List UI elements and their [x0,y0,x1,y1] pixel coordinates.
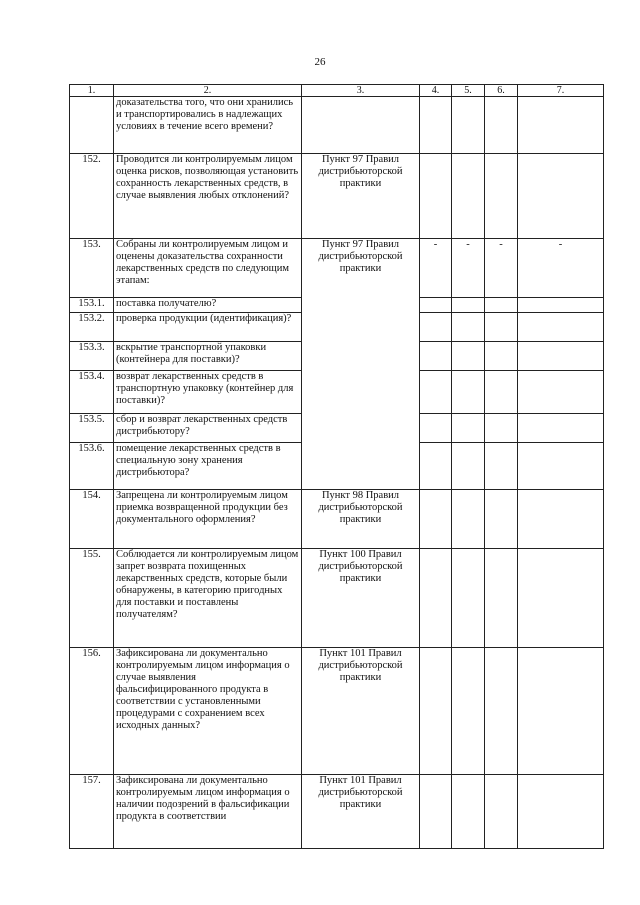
row-number: 153.6. [70,443,114,490]
question-cell: возврат лекарственных средств в транспортную упаковку (контейнер для поставки)? [114,371,302,414]
header-cell-1: 1. [70,85,114,97]
row-number [70,97,114,154]
header-cell-6: 6. [485,85,518,97]
header-cell-5: 5. [452,85,485,97]
row-number: 153.4. [70,371,114,414]
reference-cell [302,97,420,154]
row-number: 153.5. [70,414,114,443]
question-cell: Зафиксирована ли документально контролируемым лицом информация о наличии подозрений в фальсификации продукта в соответствии [114,775,302,849]
mark-cell: - [485,239,518,298]
reference-cell: Пункт 101 Правил дистрибьюторской практики [302,775,420,849]
header-row [70,85,604,97]
question-cell: вскрытие транспортной упаковки (контейнера для поставки)? [114,342,302,371]
question-cell: Проводится ли контролируемым лицом оценка рисков, позволяющая установить сохранность лекарственных средств, в случае выявления любых отклонений? [114,154,302,239]
row-number: 156. [70,648,114,775]
question-cell: доказательства того, что они хранились и транспортировались в надлежащих условиях в течение всего времени? [114,97,302,154]
question-cell: сбор и возврат лекарственных средств дистрибьютору? [114,414,302,443]
header-cell-3: 3. [302,85,420,97]
row-number: 153.1. [70,298,114,313]
reference-cell: Пункт 97 Правил дистрибьюторской практики [302,239,420,490]
question-cell: поставка получателю? [114,298,302,313]
table-row [70,97,604,154]
header-cell-4: 4. [420,85,452,97]
row-number: 157. [70,775,114,849]
question-cell: помещение лекарственных средств в специальную зону хранения дистрибьютора? [114,443,302,490]
table-row [70,775,604,849]
question-cell: Зафиксирована ли документально контролируемым лицом информация о случае выявления фальсифицированного продукта в соответствии с установленными процедурами с сохранением всех исходных данных? [114,648,302,775]
mark-cell: - [420,239,452,298]
question-cell: Запрещена ли контролируемым лицом приемка возвращенной продукции без документального оформления? [114,490,302,549]
reference-cell: Пункт 98 Правил дистрибьюторской практики [302,490,420,549]
row-number: 153. [70,239,114,298]
mark-cell: - [452,239,485,298]
page-number: 26 [314,56,326,68]
table-row [70,549,604,648]
table-row [70,490,604,549]
reference-cell: Пункт 97 Правил дистрибьюторской практики [302,154,420,239]
checklist-table [69,84,604,849]
row-number: 153.3. [70,342,114,371]
reference-cell: Пункт 101 Правил дистрибьюторской практики [302,648,420,775]
question-cell: Соблюдается ли контролируемым лицом запрет возврата похищенных лекарственных средств, которые были обнаружены, в категорию пригодных для поставки и поставлены получателям? [114,549,302,648]
header-cell-2: 2. [114,85,302,97]
question-cell: проверка продукции (идентификация)? [114,313,302,342]
table-row [70,154,604,239]
row-number: 152. [70,154,114,239]
row-number: 154. [70,490,114,549]
row-number: 155. [70,549,114,648]
table-row [70,239,604,298]
question-cell: Собраны ли контролируемым лицом и оценены доказательства сохранности лекарственных средств по следующим этапам: [114,239,302,298]
reference-cell: Пункт 100 Правил дистрибьюторской практики [302,549,420,648]
header-cell-7: 7. [518,85,604,97]
mark-cell: - [518,239,604,298]
table-row [70,648,604,775]
row-number: 153.2. [70,313,114,342]
